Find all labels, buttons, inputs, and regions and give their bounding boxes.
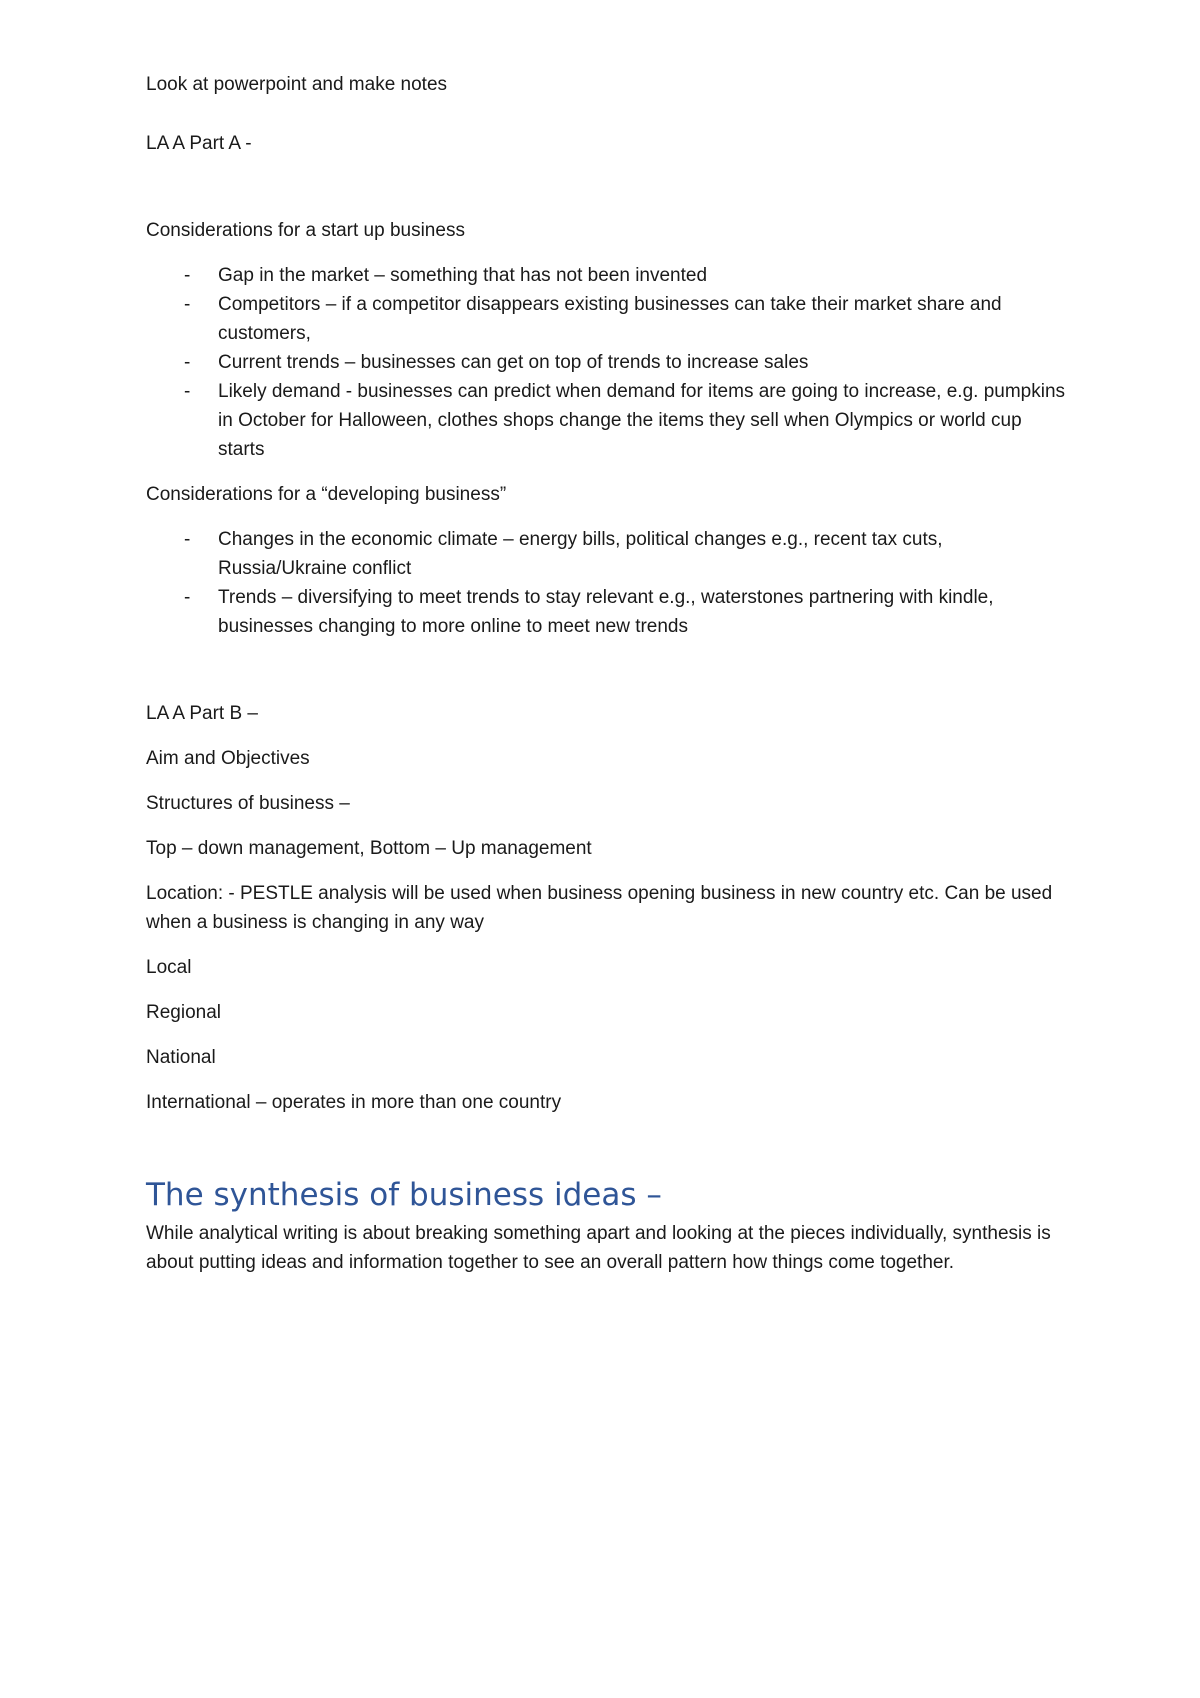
- developing-list: [146, 525, 1066, 641]
- dash-bullet: -: [184, 381, 191, 402]
- list-item: - Gap in the market – something that has not been invented: [146, 261, 1066, 290]
- list-item: - Changes in the economic climate – energy bills, political changes e.g., recent tax cuts, Russia/Ukraine conflict: [146, 525, 1066, 583]
- intro-line: Look at powerpoint and make notes: [146, 74, 448, 95]
- synthesis-paragraph: While analytical writing is about breaking something apart and looking at the pieces individually, synthesis is about putting ideas and information together to see an overall pattern how things come together.: [146, 1223, 1051, 1273]
- aims-line: Aim and Objectives: [146, 748, 310, 769]
- structures-line: Structures of business –: [146, 793, 350, 814]
- list-item: - Current trends – businesses can get on top of trends to increase sales: [146, 348, 1066, 377]
- dash-bullet: -: [184, 294, 191, 315]
- dash-bullet: -: [184, 587, 191, 608]
- list-item: - Likely demand - businesses can predict when demand for items are going to increase, e.g. pumpkins in October for Halloween, clothes shops change the items they sell when Olympics or world cup starts: [146, 377, 1066, 464]
- start-up-list: [146, 261, 1066, 464]
- part-b-heading: LA A Part B –: [146, 703, 258, 724]
- dash-bullet: -: [184, 529, 191, 550]
- location-paragraph: Location: - PESTLE analysis will be used when business opening business in new country etc. Can be used when a business is changing in any way: [146, 883, 1053, 933]
- scale-national: National: [146, 1047, 216, 1068]
- scale-regional: Regional: [146, 1002, 221, 1023]
- dash-bullet: -: [184, 352, 191, 373]
- management-line: Top – down management, Bottom – Up management: [146, 838, 592, 859]
- document-content: [146, 70, 1066, 1293]
- part-a-heading: LA A Part A -: [146, 133, 252, 154]
- developing-title: Considerations for a “developing business”: [146, 484, 507, 505]
- list-item: - Competitors – if a competitor disappears existing businesses can take their market share and customers,: [146, 290, 1066, 348]
- scale-local: Local: [146, 957, 192, 978]
- start-up-title: Considerations for a start up business: [146, 220, 465, 241]
- list-item: - Trends – diversifying to meet trends to stay relevant e.g., waterstones partnering with kindle, businesses changing to more online to meet new trends: [146, 583, 1066, 641]
- synthesis-heading: The synthesis of business ideas –: [146, 1177, 662, 1213]
- dash-bullet: -: [184, 265, 191, 286]
- scale-international: International – operates in more than one country: [146, 1092, 562, 1113]
